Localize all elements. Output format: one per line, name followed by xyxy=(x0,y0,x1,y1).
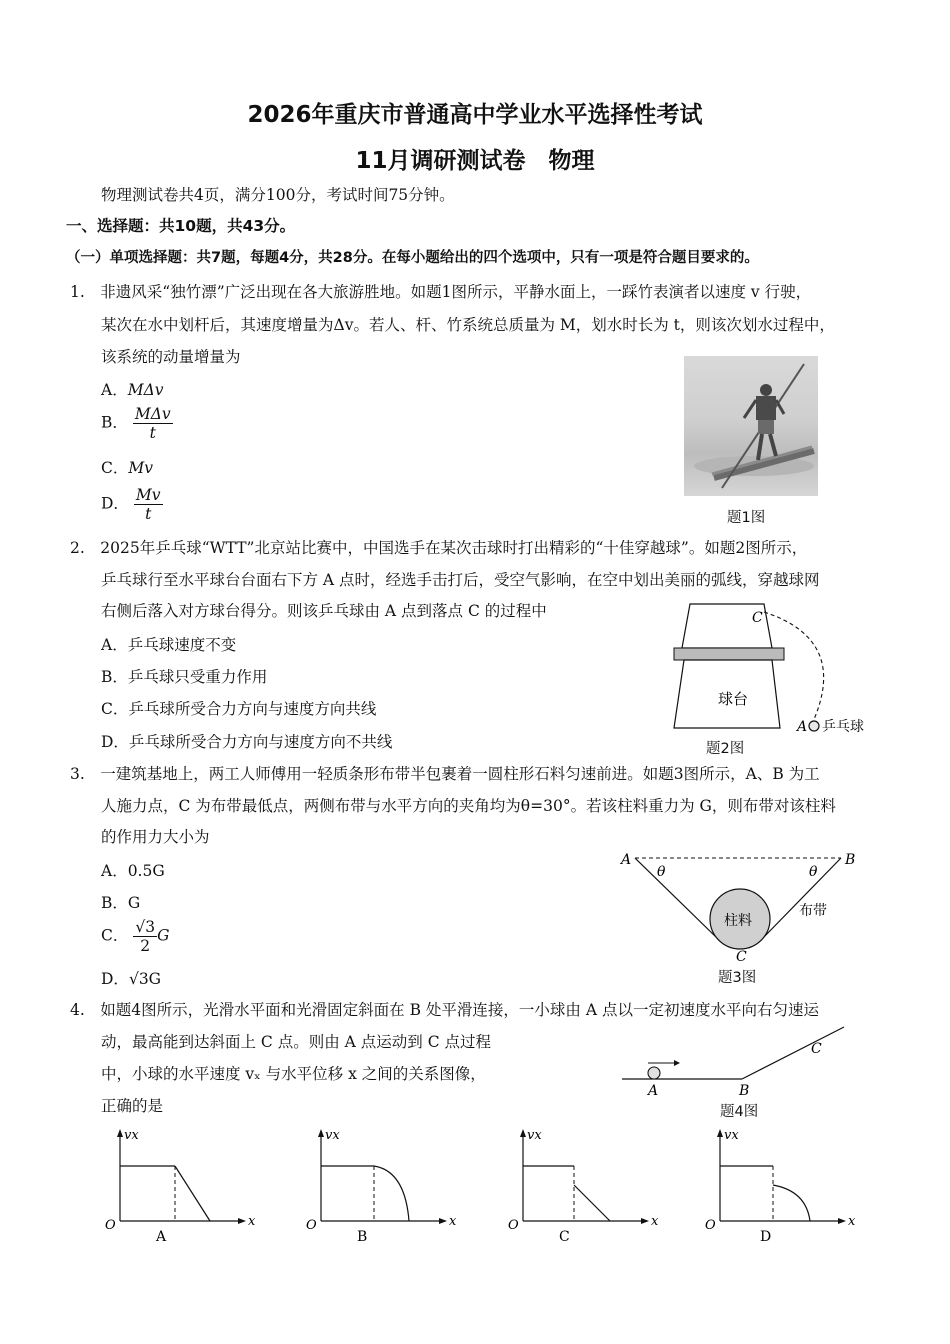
bamboo-rafting-illustration xyxy=(684,356,818,496)
exam-subtitle: 11月调研测试卷 物理 xyxy=(355,148,595,174)
point-a-label: A xyxy=(797,719,808,735)
q4-graph-b[interactable] xyxy=(301,1125,461,1255)
table-label: 球台 xyxy=(718,690,749,708)
graph-c-origin: O xyxy=(508,1218,519,1233)
fraction-numerator: √3 xyxy=(135,918,156,936)
q2-figure-caption: 题2图 xyxy=(706,741,745,757)
q4-line-1: 4. 如题4图所示，光滑水平面和光滑固定斜面在 B 处平滑连接，一小球由 A 点以一定初速度水平向右匀速运 xyxy=(70,1001,819,1019)
fraction-numerator: MΔv xyxy=(134,405,171,423)
theta-right: θ xyxy=(809,864,818,880)
option-label: A． xyxy=(101,381,128,399)
q1-figure-photo xyxy=(684,356,818,496)
q1-option-d[interactable] xyxy=(101,486,163,523)
option-value: MΔv xyxy=(127,381,164,399)
option-fraction xyxy=(133,405,173,442)
fraction-denominator: t xyxy=(145,505,152,523)
option-value: Mv xyxy=(128,459,154,477)
q3-figure-caption: 题3图 xyxy=(718,970,757,986)
q2-option-c[interactable]: C．乒乓球所受合力方向与速度方向共线 xyxy=(101,700,377,718)
table-net xyxy=(674,648,784,660)
q4-line-2: 动，最高能到达斜面上 C 点。则由 A 点运动到 C 点过程 xyxy=(101,1033,491,1051)
exam-intro: 物理测试卷共4页，满分100分，考试时间75分钟。 xyxy=(101,186,455,204)
q1-figure-caption: 题1图 xyxy=(727,510,766,526)
pillar-label: 柱料 xyxy=(724,913,752,929)
small-ball xyxy=(648,1067,660,1079)
q2-figure xyxy=(660,600,880,740)
graph-d-origin: O xyxy=(705,1218,716,1233)
q3-option-b[interactable]: B．G xyxy=(101,894,141,912)
q3-line-3: 的作用力大小为 xyxy=(101,828,210,846)
q1-line-1: 1. 非遗风采“独竹漂”广泛出现在各大旅游胜地。如题1图所示，平静水面上，一踩竹表演者以速度 v 行驶， xyxy=(70,283,812,301)
ball-label: 乒乓球 xyxy=(822,719,864,735)
graph-b-label: B xyxy=(357,1229,368,1245)
graph-c-vaxis: vx xyxy=(527,1128,542,1143)
q1-option-b[interactable] xyxy=(101,405,173,442)
q2-option-a[interactable]: A．乒乓球速度不变 xyxy=(101,636,237,654)
graph-a-label: A xyxy=(156,1229,167,1245)
option-label: D． xyxy=(101,494,129,513)
option-label: C． xyxy=(101,459,129,477)
graph-b-vaxis: vx xyxy=(325,1128,340,1143)
theta-left: θ xyxy=(657,864,666,880)
option-label: D． xyxy=(101,970,129,988)
subsection-heading: （一）单项选择题：共7题，每题4分，共28分。在每小题给出的四个选项中，只有一项是符合题目要求的。 xyxy=(66,250,759,266)
option-label: C． xyxy=(101,926,129,945)
q2-line-2: 乒乓球行至水平球台台面右下方 A 点时，经选手击打后，受空气影响，在空中划出美丽的弧线，穿越球网 xyxy=(101,571,820,589)
q4-graph-c[interactable] xyxy=(503,1125,663,1255)
q3-figure xyxy=(615,848,865,966)
q3-line-2: 人施力点，C 为布带最低点，两侧布带与水平方向的夹角均为θ=30°。若该柱料重力为 G，则布带对该柱料 xyxy=(101,797,836,815)
belt-label: 布带 xyxy=(799,903,827,919)
point-a-label: A xyxy=(648,1083,659,1099)
graph-b-haxis: x xyxy=(449,1214,457,1229)
fraction-numerator: Mv xyxy=(135,486,161,504)
q4-graph-d[interactable] xyxy=(700,1125,860,1255)
option-label: B． xyxy=(101,413,128,432)
point-b-label: B xyxy=(739,1083,750,1099)
point-a-label: A xyxy=(621,852,632,868)
q4-figure xyxy=(618,1025,848,1101)
incline xyxy=(742,1027,844,1079)
q1-option-c[interactable] xyxy=(101,456,153,478)
point-c-label: C xyxy=(811,1041,822,1057)
graph-d-vaxis: vx xyxy=(724,1128,739,1143)
graph-d-label: D xyxy=(760,1229,772,1245)
option-fraction xyxy=(134,486,163,523)
q1-line-2: 某次在水中划杆后，其速度增量为Δv。若人、杆、竹系统总质量为 M，划水时长为 t，则该次划水过程中， xyxy=(101,316,835,334)
q2-line-3: 右侧后落入对方球台得分。则该乒乓球由 A 点到落点 C 的过程中 xyxy=(101,602,547,620)
exam-title: 2026年重庆市普通高中学业水平选择性考试 xyxy=(247,102,703,128)
q4-graph-a[interactable] xyxy=(100,1125,260,1255)
point-c-label: C xyxy=(736,949,747,965)
graph-a-vaxis: vx xyxy=(124,1128,139,1143)
q3-line-1: 3. 一建筑基地上，两工人师傅用一轻质条形布带半包裹着一圆柱形石料匀速前进。如题3图所示，A、B 为工 xyxy=(70,765,820,783)
q2-option-d[interactable]: D．乒乓球所受合力方向与速度方向不共线 xyxy=(101,733,393,751)
point-b-label: B xyxy=(845,852,856,868)
option-fraction xyxy=(133,918,157,955)
belt-left xyxy=(635,858,717,938)
q3-option-c[interactable] xyxy=(101,918,169,955)
q1-line-3: 该系统的动量增量为 xyxy=(101,348,241,366)
q4-figure-caption: 题4图 xyxy=(720,1104,759,1120)
q3-option-a[interactable]: A．0.5G xyxy=(101,862,165,880)
graph-a-haxis: x xyxy=(248,1214,256,1229)
q2-line-1: 2. 2025年乒乓球“WTT”北京站比赛中，中国选手在某次击球时打出精彩的“十佳穿越球”。如题2图所示， xyxy=(70,539,808,557)
q1-option-a[interactable] xyxy=(101,378,164,400)
ping-pong-ball xyxy=(809,721,819,731)
arrow-head xyxy=(674,1060,680,1066)
belt-right xyxy=(763,858,841,938)
graph-c-label: C xyxy=(559,1229,570,1245)
graph-b-origin: O xyxy=(306,1218,317,1233)
q4-line-3: 中，小球的水平速度 vₓ 与水平位移 x 之间的关系图像， xyxy=(101,1065,486,1083)
option-value: G xyxy=(157,926,170,945)
q4-line-4: 正确的是 xyxy=(101,1097,164,1115)
fraction-denominator: t xyxy=(149,424,156,442)
q3-option-d[interactable] xyxy=(101,967,161,989)
graph-c-haxis: x xyxy=(651,1214,659,1229)
fraction-denominator: 2 xyxy=(140,937,151,955)
graph-a-origin: O xyxy=(105,1218,116,1233)
option-value: √3G xyxy=(128,970,162,988)
section-heading: 一、选择题：共10题，共43分。 xyxy=(66,217,296,235)
graph-d-haxis: x xyxy=(848,1214,856,1229)
point-c-label: C xyxy=(752,610,763,626)
q2-option-b[interactable]: B．乒乓球只受重力作用 xyxy=(101,668,268,686)
